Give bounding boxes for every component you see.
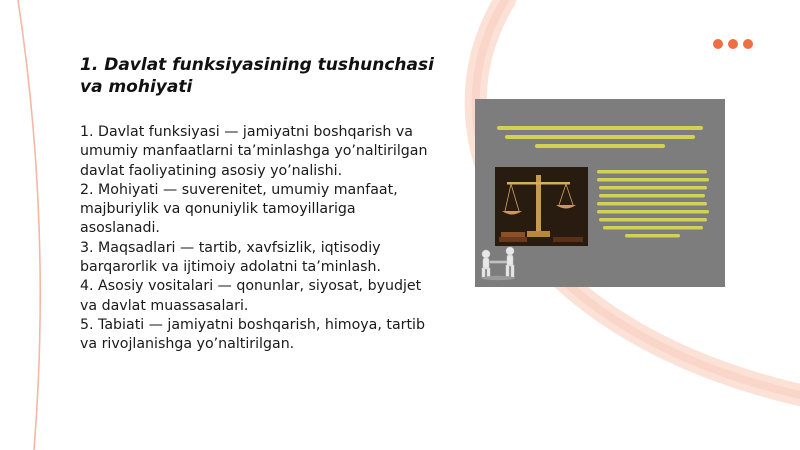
slide-picture (475, 99, 725, 287)
three-dots-icon[interactable] (713, 39, 753, 49)
picture-art (475, 99, 725, 287)
point-2: 2. Mohiyati — suverenitet, umumiy manfaat, majburiylik va qonuniylik tamoyillariga asoslanadi. (80, 181, 398, 237)
slide-title: 1. Davlat funksiyasining tushunchasi va mohiyati (80, 55, 434, 97)
blurred-caption-side (597, 170, 709, 238)
slide-body (80, 123, 430, 355)
scales-of-justice-icon (495, 167, 588, 246)
dot (713, 39, 723, 49)
dot (743, 39, 753, 49)
point-3: 3. Maqsadlari — tartib, xavfsizlik, iqtisodiy barqarorlik va ijtimoiy adolatni ta’minlash. (80, 239, 382, 276)
dot (728, 39, 738, 49)
point-4: 4. Asosiy vositalari — qonunlar, siyosat, byudjet va davlat muassasalari. (80, 278, 422, 314)
point-5: 5. Tabiati — jamiyatni boshqarish, himoya, tartib va rivojlanishga yo’naltirilgan. (80, 316, 425, 353)
left-thin-arc (18, 0, 40, 450)
point-1: 1. Davlat funksiyasi — jamiyatni boshqarish va umumiy manfaatlarni ta’minlashga yo’naltirilgan davlat faoliyatining asosiy yo’nalishi. (80, 124, 428, 179)
